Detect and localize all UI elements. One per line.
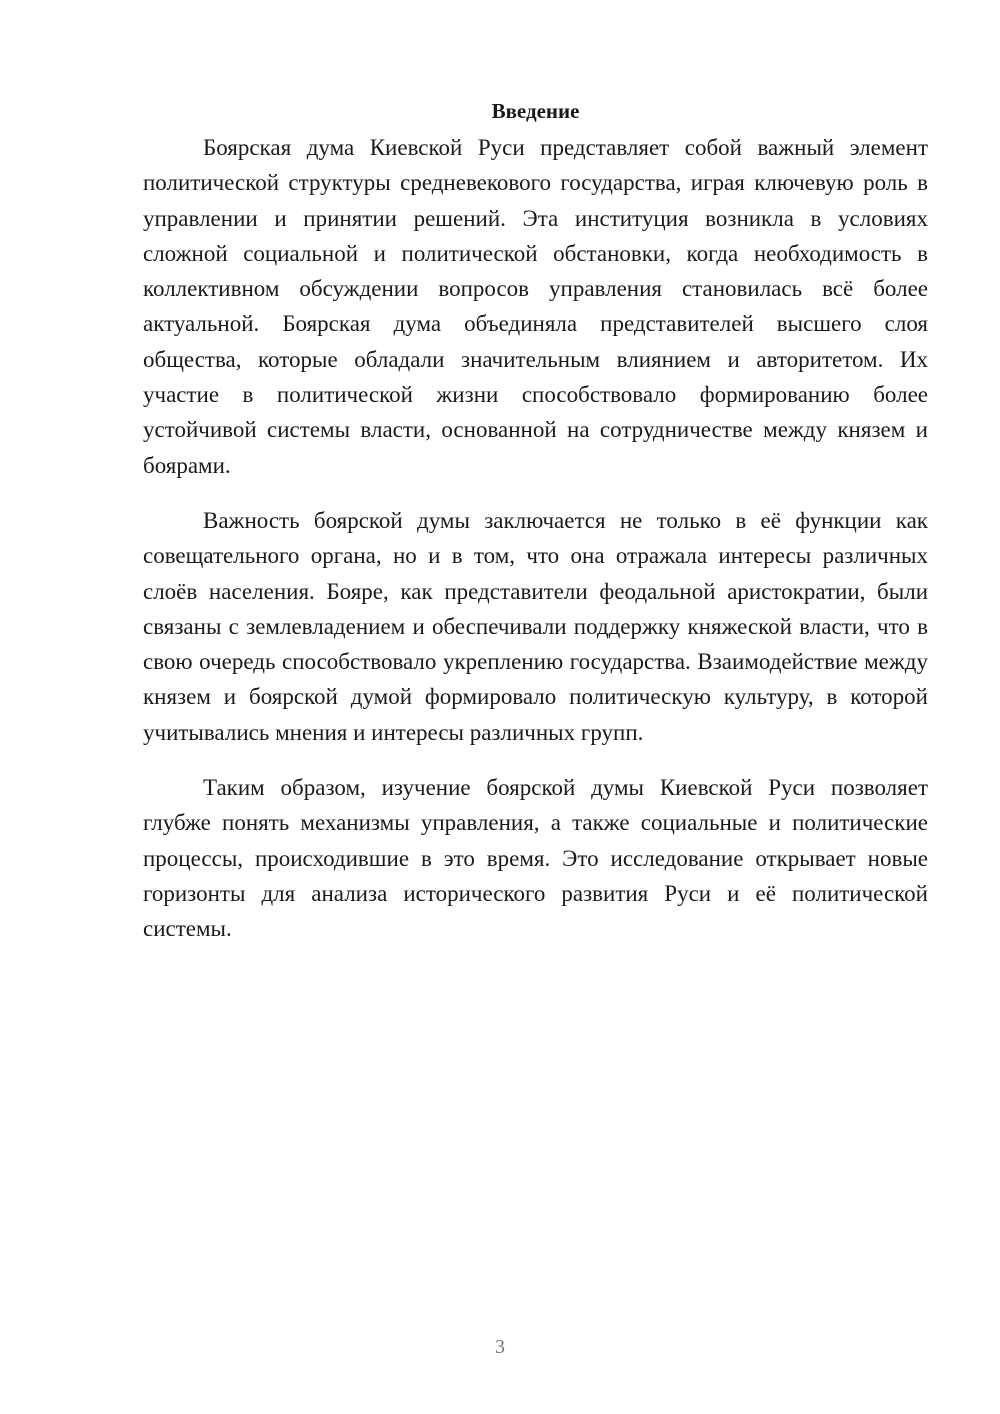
paragraph: Боярская дума Киевской Руси представляет собой важный элемент политической структуры средневекового государства, играя ключевую роль в управлении и принятии решений. Эта институция возникла в условиях сложной социальной и политической обстановки, когда необходимость в коллективном обсуждении вопросов управления становилась всё более актуальной. Боярская дума объединяла представителей высшего слоя общества, которые обладали значительным влиянием и авторитетом. Их участие в политической жизни способствовало формированию более устойчивой системы власти, основанной на сотрудничестве между князем и боярами. (143, 135, 928, 478)
paragraph: Таким образом, изучение боярской думы Киевской Руси позволяет глубже понять механизмы управления, а также социальные и политические процессы, происходившие в это время. Это исследование открывает новые горизонты для анализа исторического развития Руси и её политической системы. (143, 775, 928, 942)
page-number: 3 (495, 1336, 505, 1358)
paragraph: Важность боярской думы заключается не только в её функции как совещательного органа, но и в том, что она отражала интересы различных слоёв населения. Бояре, как представители феодальной аристократии, были связаны с землевладением и обеспечивали поддержку княжеской власти, что в свою очередь способствовало укреплению государства. Взаимодействие между князем и боярской думой формировало политическую культуру, в которой учитывались мнения и интересы различных групп. (143, 507, 928, 745)
section-title: Введение (491, 99, 580, 123)
page-content (143, 96, 928, 967)
